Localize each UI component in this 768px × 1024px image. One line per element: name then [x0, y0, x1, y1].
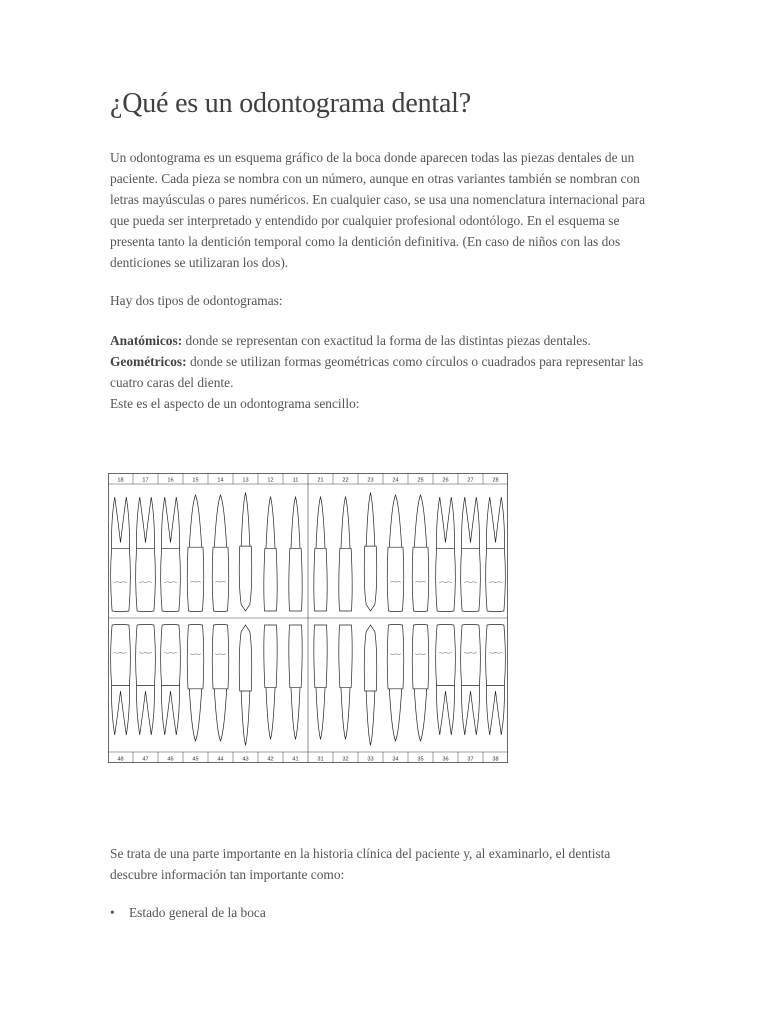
tooth-number-lower: 42 — [267, 756, 274, 763]
tooth-number-upper: 23 — [367, 477, 374, 484]
intro-paragraph: Un odontograma es un esquema gráfico de la boca donde aparecen todas las piezas dentales de un paciente. Cada pieza se nombra con un número, aunque en otras variantes también se nombran con letras mayúsculas o pares numéricos. En cualquier caso, se usa una nomenclatura internacional para que pueda ser interpretado y entendido por cualquier profesional odontólogo. En el esquema se presenta tanto la dentición temporal como la dentición definitiva. (En caso de niños con las dos denticiones se utilizaran los dos). — [110, 150, 646, 270]
list-item — [110, 902, 266, 923]
upper-tooth — [239, 493, 251, 611]
upper-tooth — [436, 497, 456, 612]
lower-tooth — [387, 624, 404, 741]
tooth-number-lower: 35 — [417, 756, 424, 763]
tooth-number-upper: 12 — [267, 477, 274, 484]
tooth-number-upper: 27 — [467, 477, 474, 484]
tooth-number-lower: 41 — [292, 756, 299, 763]
tooth-number-lower: 37 — [467, 756, 474, 763]
tooth-number-upper: 14 — [217, 477, 224, 484]
page-title: ¿Qué es un odontograma dental? — [110, 88, 471, 119]
tooth-number-lower: 47 — [142, 756, 149, 763]
tooth-number-lower: 43 — [242, 756, 249, 763]
tooth-number-upper: 24 — [392, 477, 399, 484]
geometricos-label: Geométricos: — [110, 354, 187, 369]
upper-tooth — [339, 497, 352, 611]
info-list — [110, 902, 266, 923]
lower-tooth — [412, 624, 429, 741]
tooth-number-upper: 21 — [317, 477, 324, 484]
tooth-number-lower: 46 — [167, 756, 174, 763]
lower-tooth — [212, 624, 229, 741]
tooth-number-lower: 38 — [492, 756, 499, 763]
upper-tooth — [136, 497, 156, 612]
lower-tooth — [136, 624, 156, 735]
tooth-number-lower: 48 — [117, 756, 124, 763]
tooth-number-lower: 45 — [192, 756, 199, 763]
upper-tooth — [486, 497, 506, 612]
upper-tooth — [289, 497, 302, 611]
tooth-number-lower: 31 — [317, 756, 324, 763]
tooth-number-upper: 11 — [292, 477, 299, 484]
types-intro: Hay dos tipos de odontogramas: — [110, 293, 283, 308]
upper-tooth — [161, 497, 181, 612]
odontogram-diagram — [108, 473, 508, 763]
closing-paragraph: Se trata de una parte importante en la historia clínica del paciente y, al examinarlo, el dentista descubre información tan importante como: — [110, 846, 611, 882]
upper-tooth — [212, 495, 229, 612]
upper-tooth — [111, 497, 131, 612]
types-definitions — [110, 330, 655, 414]
lower-tooth — [436, 624, 456, 735]
upper-tooth — [387, 495, 404, 612]
tooth-number-lower: 36 — [442, 756, 449, 763]
odontogram-frame — [108, 473, 508, 763]
lower-tooth — [161, 624, 181, 735]
upper-tooth — [314, 497, 327, 611]
upper-tooth — [364, 493, 376, 611]
lower-tooth — [289, 625, 302, 739]
tooth-number-upper: 15 — [192, 477, 199, 484]
tooth-number-upper: 13 — [242, 477, 249, 484]
tooth-number-upper: 22 — [342, 477, 349, 484]
tooth-number-upper: 25 — [417, 477, 424, 484]
upper-tooth — [264, 497, 277, 611]
geometricos-text: donde se utilizan formas geométricas como círculos o cuadrados para representar las cuatro caras del diente. — [110, 354, 644, 390]
lower-tooth — [239, 625, 251, 745]
upper-tooth — [461, 497, 481, 612]
tooth-number-upper: 28 — [492, 477, 499, 484]
lower-tooth — [486, 624, 506, 735]
lower-tooth — [461, 624, 481, 735]
tooth-number-lower: 34 — [392, 756, 399, 763]
lower-tooth — [339, 625, 352, 739]
anatomicos-text: donde se representan con exactitud la forma de las distintas piezas dentales. — [182, 333, 591, 348]
tooth-number-upper: 17 — [142, 477, 149, 484]
lower-tooth — [314, 625, 327, 739]
lower-tooth — [264, 625, 277, 739]
lower-tooth — [364, 625, 376, 745]
upper-tooth — [412, 495, 429, 612]
bullet-icon: • — [110, 905, 115, 920]
anatomicos-label: Anatómicos: — [110, 333, 183, 348]
tooth-number-lower: 33 — [367, 756, 374, 763]
list-item-text: Estado general de la boca — [129, 905, 266, 920]
example-intro: Este es el aspecto de un odontograma sencillo: — [110, 396, 360, 411]
lower-tooth — [187, 624, 204, 741]
tooth-number-lower: 32 — [342, 756, 349, 763]
tooth-number-upper: 26 — [442, 477, 449, 484]
lower-tooth — [111, 624, 131, 735]
tooth-number-lower: 44 — [217, 756, 224, 763]
upper-tooth — [187, 495, 204, 612]
tooth-number-upper: 18 — [117, 477, 124, 484]
tooth-number-upper: 16 — [167, 477, 174, 484]
